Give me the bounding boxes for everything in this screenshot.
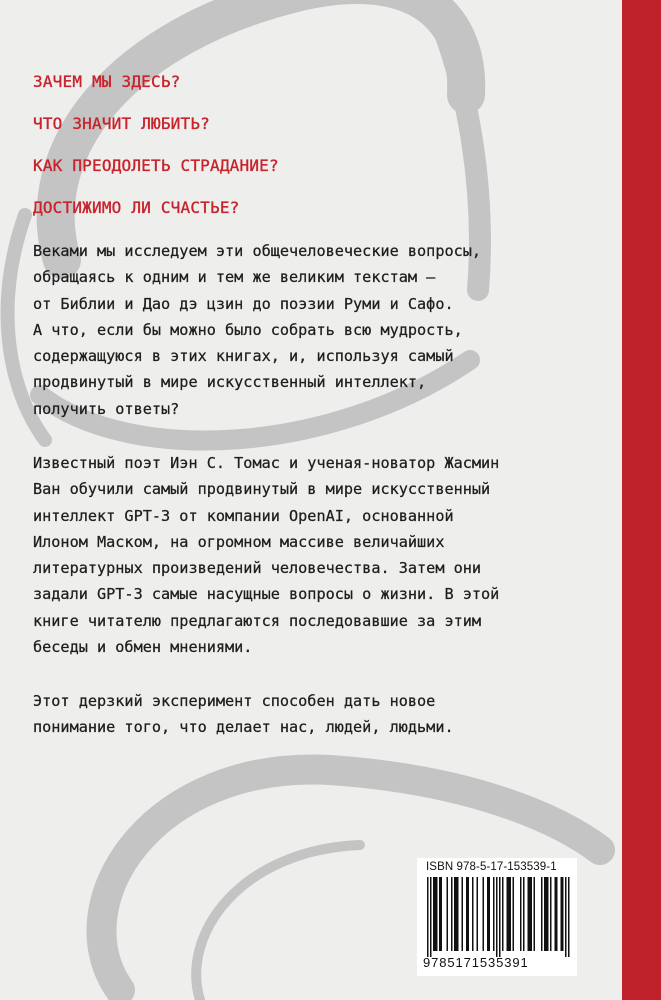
barcode-bar (462, 877, 464, 951)
question-4: ДОСТИЖИМО ЛИ СЧАСТЬЕ? (33, 198, 240, 217)
barcode-bar (496, 877, 498, 957)
question-3: КАК ПРЕОДОЛЕТЬ СТРАДАНИЕ? (33, 156, 279, 175)
barcode-bar (456, 877, 458, 951)
bottom-circle-inner-stroke (196, 845, 360, 1000)
isbn-barcode (417, 858, 577, 976)
questions-block (33, 72, 593, 240)
barcode-bar (556, 877, 558, 951)
barcode-bar (436, 877, 438, 951)
text-line: задали GPT-3 самые насущные вопросы о жизни. В этой (33, 585, 500, 604)
barcode-bar (493, 877, 495, 951)
barcode-bar (561, 877, 563, 951)
barcode-bar (502, 877, 504, 951)
text-line: обращаясь к одним и тем же великим текстам — (33, 268, 436, 287)
paragraph-authors (33, 450, 593, 660)
barcode-bar (544, 877, 546, 951)
barcode-bar (528, 877, 530, 951)
barcode-bar (562, 877, 564, 951)
barcode-bar (531, 877, 533, 951)
barcode-bar (441, 877, 443, 951)
barcode-bar (487, 877, 489, 951)
isbn-label: ISBN 978-5-17-153539-1 (426, 861, 557, 873)
text-line: Известный поэт Иэн С. Томас и ученая-новатор Жасмин (33, 454, 500, 472)
paragraph-conclusion (33, 688, 593, 741)
text-line: содержащуюся в этих книгах, и, используя самый (33, 347, 454, 366)
paragraph-intro (33, 238, 593, 422)
barcode-bar (547, 877, 549, 951)
barcode-bar (520, 877, 522, 951)
barcode-bar (499, 877, 501, 957)
barcode-bar (541, 877, 543, 951)
barcode-bar (565, 877, 567, 957)
text-line: продвинутый в мире искусственный интеллект, (33, 373, 427, 392)
text-line: получить ответы? (33, 399, 180, 418)
barcode-bar (430, 877, 432, 957)
barcode-bar (550, 877, 552, 951)
barcode-digits: 9785171535391 (423, 955, 529, 970)
barcode-bar (483, 877, 485, 951)
barcode-bar (472, 877, 474, 951)
barcode-bar (523, 877, 525, 951)
barcode-bar (508, 877, 510, 951)
barcode-bar (433, 877, 435, 951)
text-line: Илоном Маском, на огромном массиве величайших (33, 532, 445, 551)
barcode-bar (427, 877, 429, 957)
question-2: ЧТО ЗНАЧИТ ЛЮБИТЬ? (33, 114, 210, 133)
text-line: понимание того, что делает нас, людей, людьми. (33, 718, 454, 737)
barcode-bar (555, 877, 557, 951)
barcode-bar (439, 877, 441, 951)
barcode-bar (568, 877, 570, 957)
text-line: книге читателю предлагаются последовавшие за этим (33, 611, 482, 630)
barcode-bar (454, 877, 456, 951)
barcode-bar (489, 877, 491, 951)
text-line: Ван обучили самый продвинутый в мире искусственный (33, 480, 491, 499)
barcode-bar (534, 877, 536, 951)
barcode-bar (477, 877, 479, 951)
text-line: от Библии и Дао дэ цзин до поэзии Руми и Сафо. (33, 294, 454, 313)
text-line: Веками мы исследуем эти общечеловеческие вопросы, (33, 242, 482, 260)
barcode-bar (435, 877, 437, 951)
barcode-bar (457, 877, 459, 951)
barcode-bar (451, 877, 453, 951)
barcode-bar (529, 877, 531, 951)
question-1: ЗАЧЕМ МЫ ЗДЕСЬ? (33, 72, 181, 91)
barcode-bar (546, 877, 548, 951)
text-line: А что, если бы можно было собрать всю мудрость, (33, 320, 463, 339)
text-line: беседы и обмен мнениями. (33, 638, 253, 657)
text-line: литературных произведений человечества. Затем они (33, 559, 482, 578)
barcode-bar (513, 877, 515, 951)
barcode-bar (510, 877, 512, 951)
book-spine-strip (622, 0, 661, 1000)
barcode-bars (421, 877, 573, 957)
barcode-bar (447, 877, 449, 951)
text-line: интеллект GPT-3 от компании OpenAI, основанной (33, 506, 454, 525)
barcode-bar (507, 877, 509, 951)
barcode-bar (468, 877, 470, 951)
text-line: Этот дерзкий эксперимент способен дать новое (33, 692, 436, 710)
barcode-bar (466, 877, 468, 951)
